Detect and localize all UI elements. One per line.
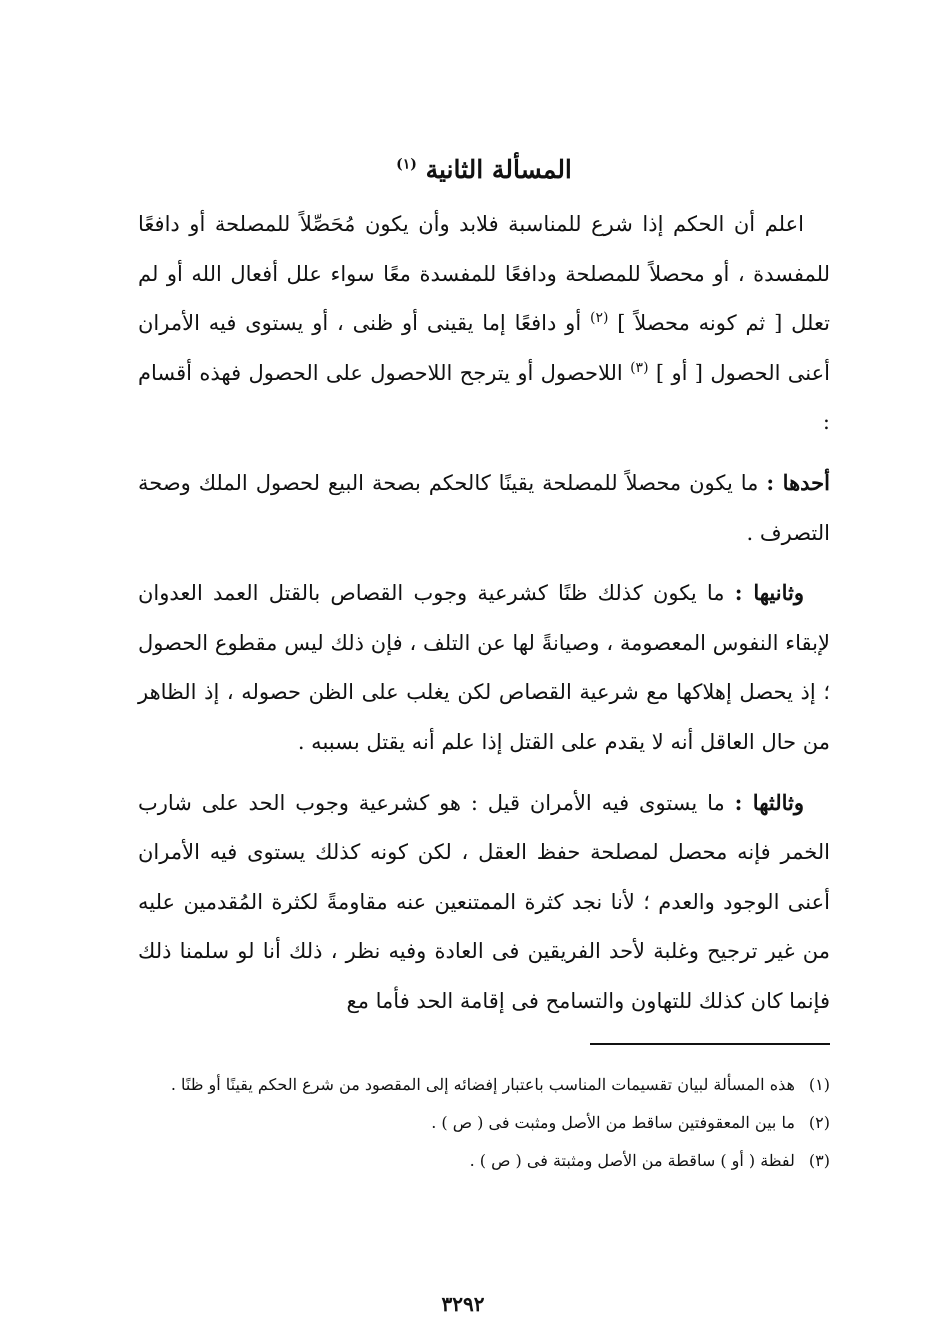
- footnote-1-number: (١): [808, 1075, 830, 1094]
- footnote-2: [138, 1104, 830, 1142]
- first-text: ما يكون محصلاً للمصلحة يقينًا كالحكم بصحة البيع لحصول الملك وصحة التصرف .: [138, 470, 830, 545]
- page-body: [138, 150, 830, 1027]
- intro-part-3: اللاحصول أو يترجح اللاحصول على الحصول فهذه أقسام :: [138, 360, 830, 435]
- footnote-1-text: هذه المسألة لبيان تقسيمات المناسب باعتبار إفضائه إلى المقصود من شرع الحكم يقينًا أو ظنًا .: [170, 1075, 795, 1094]
- second-text: ما يكون كذلك ظنًا كشرعية وجوب القصاص بالقتل العمد العدوان لإبقاء النفوس المعصومة ، وصيانةً لها عن التلف ، فإن ذلك ليس مقطوع الحصول ؛ إذ يحصل إهلاكها مع شرعية القصاص لكن يغلب على الظن حصوله ، إذ الظاهر من حال العاقل أنه لا يقدم على القتل إذا علم أنه يقتل بسببه .: [138, 581, 830, 754]
- footnote-3-text: لفظة ( أو ) ساقطة من الأصل ومثبتة فى ( ص ) .: [469, 1151, 795, 1170]
- footnote-1: [138, 1066, 830, 1104]
- paragraph-intro: [138, 200, 830, 448]
- footnote-2-number: (٢): [808, 1113, 830, 1132]
- footnote-ref-3: (٣): [630, 359, 649, 376]
- intro-part-1: اعلم أن الحكم إذا شرع للمناسبة فلابد وأن يكون مُحَصِّلاً للمصلحة أو دافعًا للمفسدة ، أو محصلاً للمصلحة ودافعًا للمفسدة معًا سواء علل أفعال الله أو لم تعلل [ ثم كونه محصلاً ]: [138, 212, 830, 336]
- page-number: ٣٢٩٢: [441, 1292, 485, 1316]
- page-title: [138, 150, 830, 190]
- paragraph-first: [138, 458, 830, 558]
- third-lead: وثالثها :: [734, 789, 804, 815]
- footnote-3: [138, 1142, 830, 1180]
- footnote-2-text: ما بين المعقوفتين ساقط من الأصل ومثبت فى ( ص ) .: [431, 1113, 795, 1132]
- footnote-divider: [590, 1043, 830, 1045]
- footnote-3-number: (٣): [808, 1151, 830, 1170]
- footnotes: [138, 1066, 830, 1180]
- second-lead: وثانيها :: [734, 580, 804, 606]
- intro-part-2: أو دافعًا إما يقينى أو ظنى ، أو يستوى فيه الأمران أعنى الحصول [ أو ]: [138, 311, 830, 385]
- title-text: المسألة الثانية: [425, 155, 572, 184]
- first-lead: أحدها :: [766, 469, 830, 495]
- footnote-ref-2: (٢): [589, 310, 609, 327]
- title-footnote-ref: (١): [396, 156, 417, 173]
- paragraph-third: [138, 778, 830, 1027]
- paragraph-second: [138, 568, 830, 767]
- third-text: ما يستوى فيه الأمران قيل : هو كشرعية وجوب الحد على شارب الخمر فإنه محصل لمصلحة حفظ العقل ، لكن كونه كذلك يستوى فيه الأمران أعنى الوجود والعدم ؛ لأنا نجد كثرة الممتنعين عنه مقاومةً لكثرة المُقدمين عليه من غير ترجيح وغلبة لأحد الفريقين فى العادة وفيه نظر ، ذلك أنا لو سلمنا ذلك فإنما كان كذلك للتهاون والتسامح فى إقامة الحد فأما مع: [138, 790, 830, 1013]
